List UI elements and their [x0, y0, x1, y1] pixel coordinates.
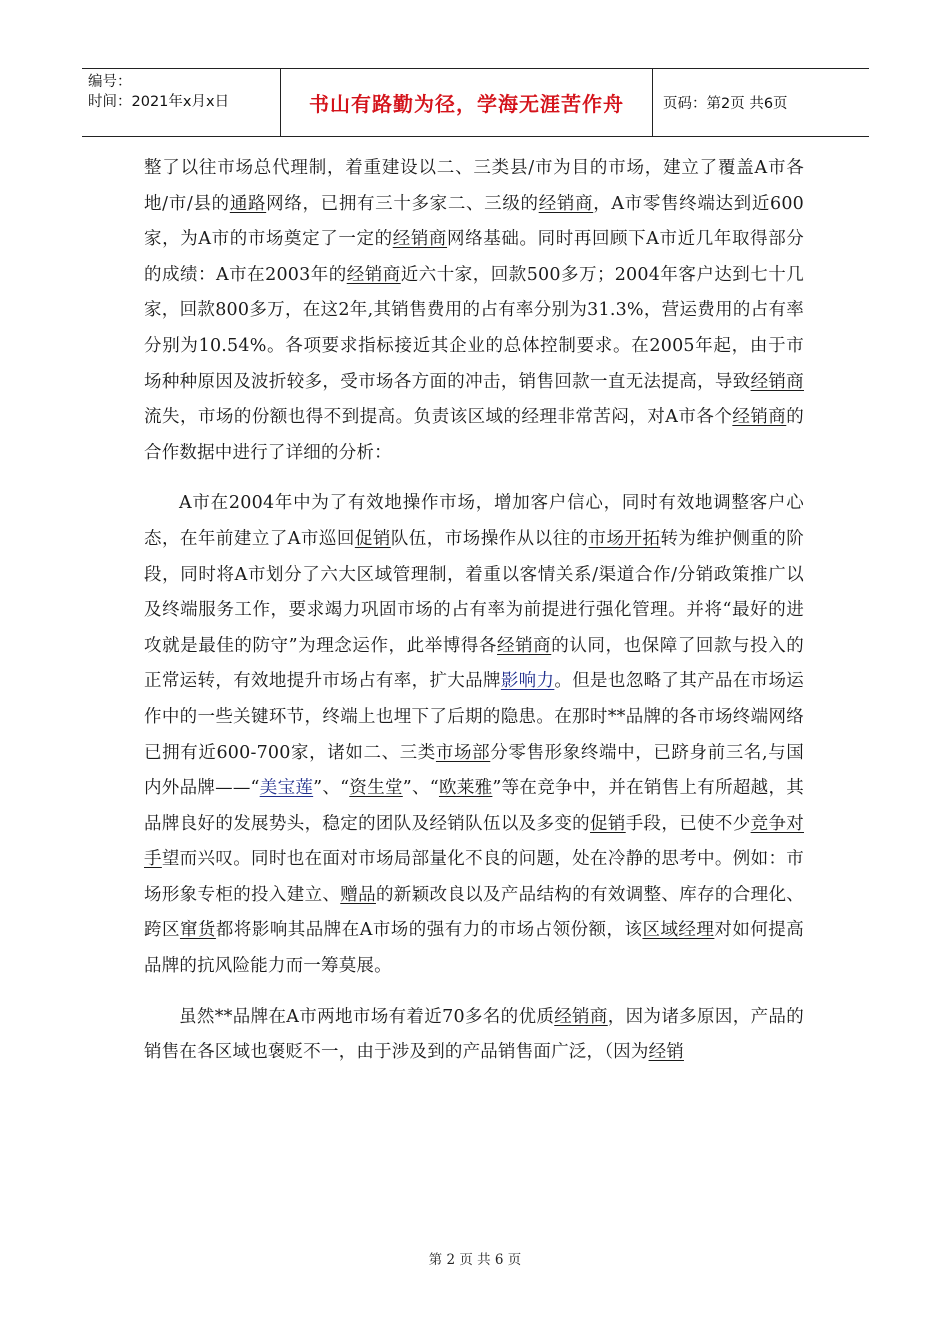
- text-run: 流失，市场的份额也得不到提高。负责该区域的经理非常苦闷，对A市各个: [144, 407, 733, 428]
- link-ouleiya[interactable]: 欧莱雅: [438, 778, 493, 799]
- link-quyu-jingli[interactable]: 区域经理: [642, 920, 715, 941]
- link-jingxiaoshang[interactable]: 经销商: [497, 635, 552, 656]
- text-run: 都将影响其品牌在A市场的强有力的市场占领份额，该: [215, 920, 643, 941]
- paragraph-3: [144, 1000, 804, 1071]
- text-run: 分零售形象终端中，已跻身前三名,与国内外品牌——“: [144, 742, 804, 799]
- text-run: 。但是也忽略了其产品在市场运作中的一些关键环节，终端上也埋下了后期的隐患。在那时**品牌的各市场终端网络已拥有近600-700家，诸如二、三类: [144, 671, 804, 763]
- paragraph-2: [144, 486, 804, 984]
- link-jingxiaoshang[interactable]: 经销商: [346, 264, 401, 285]
- page-header: [82, 68, 869, 137]
- text-run: 手段，已使不少: [625, 813, 751, 834]
- text-run: 网络，已拥有三十多家二、三级的: [266, 193, 539, 214]
- paragraph-1: [144, 151, 804, 471]
- link-jingxiao[interactable]: 经销: [648, 1042, 684, 1063]
- text-run: 转为维护侧重的阶段，同时将A市划分了六大区域管理制，着重以客情关系/渠道合作/分销政策推广以及终端服务工作，要求竭力巩固市场的占有率为前提进行强化管理。并将“最好的进攻就是最佳的防守”为理念运作，此举博得各: [144, 528, 804, 656]
- document-date-label: 时间：2021年x月x日: [88, 94, 230, 110]
- text-run: ，A市零售终端达到近600家，为A市的市场奠定了一定的: [144, 193, 805, 250]
- link-jingxiaoshang[interactable]: 经销商: [732, 407, 787, 428]
- link-jingxiaoshang[interactable]: 经销商: [392, 229, 448, 250]
- text-run: 队伍，市场操作从以往的: [390, 528, 589, 549]
- link-jingxiaoshang[interactable]: 经销商: [554, 1006, 608, 1027]
- link-cuxiao[interactable]: 促销: [590, 813, 626, 834]
- text-run: ”、“: [402, 778, 439, 799]
- text-run: 虽然**品牌在A市两地市场有着近70多名的优质: [179, 1006, 555, 1027]
- text-run: A市在2004年中为了有效地操作市场，增加客户信心，同时有效地调整客户心态，在年前建立了A市巡回: [144, 493, 804, 549]
- link-cuanhuo[interactable]: 窜货: [179, 920, 216, 941]
- link-jingxiaoshang[interactable]: 经销商: [538, 193, 594, 214]
- text-run: ，因为诸多原因，产品的销售在各区域也褒贬不一，由于涉及到的产品销售面广泛，（因为: [144, 1006, 804, 1063]
- header-page-label: 页码：第2页 共6页: [663, 96, 788, 112]
- text-run: ”、“: [313, 778, 350, 799]
- link-shichangbu[interactable]: 市场部: [435, 742, 491, 763]
- page-footer: 第 2 页 共 6 页: [428, 1252, 522, 1268]
- link-zishengtang[interactable]: 资生堂: [349, 778, 403, 799]
- text-run: 对如何提高品牌的抗风险能力而一筹莫展。: [144, 920, 804, 977]
- link-meibaolian[interactable]: 美宝莲: [259, 778, 314, 799]
- text-run: 的认同，也保障了回款与投入的正常运转，有效地提升市场占有率，扩大品牌: [144, 635, 804, 692]
- link-zengpin[interactable]: 赠品: [340, 884, 376, 905]
- text-run: ”等在竞争中，并在销售上有所超越，其品牌良好的发展势头，稳定的团队及经销队伍以及多变的: [144, 778, 804, 834]
- document-number-label: 编号：: [88, 74, 132, 90]
- text-run: 望而兴叹。同时也在面对市场局部量化不良的问题，处在冷静的思考中。例如：市场形象专柜的投入建立、: [144, 849, 804, 905]
- text-run: 网络基础。同时再回顾下A市近几年取得部分的成绩：A市在2003年的: [144, 229, 805, 285]
- text-run: 整了以往市场总代理制，着重建设以二、三类县/市为目的市场，建立了覆盖A市各地/市/县的: [144, 158, 804, 214]
- header-info-cell: [82, 69, 281, 136]
- link-jingxiaoshang[interactable]: 经销商: [750, 371, 804, 392]
- link-jingzheng-duishou[interactable]: 竞争对手: [144, 813, 804, 870]
- text-run: 近六十家，回款500多万；2004年客户达到七十几家，回款800多万，在这2年,其销售费用的占有率分别为31.3%，营运费用的占有率分别为10.54%。各项要求指标接近其企业的总体控制要求。在2005年起，由于市场种种原因及波折较多，受市场各方面的冲击，销售回款一直无法提高，导致: [144, 264, 804, 392]
- link-shichang-kaituo[interactable]: 市场开拓: [588, 528, 661, 549]
- text-run: 的合作数据中进行了详细的分析：: [144, 407, 804, 463]
- link-yingxiangli[interactable]: 影响力: [500, 671, 555, 692]
- text-run: 的新颖改良以及产品结构的有效调整、库存的合理化、跨区: [144, 884, 804, 941]
- link-tonglu[interactable]: 通路: [229, 193, 267, 214]
- document-body: [144, 151, 804, 1071]
- link-cuxiao[interactable]: 促销: [354, 528, 391, 549]
- header-motto: 书山有路勤为径，学海无涯苦作舟: [281, 69, 653, 136]
